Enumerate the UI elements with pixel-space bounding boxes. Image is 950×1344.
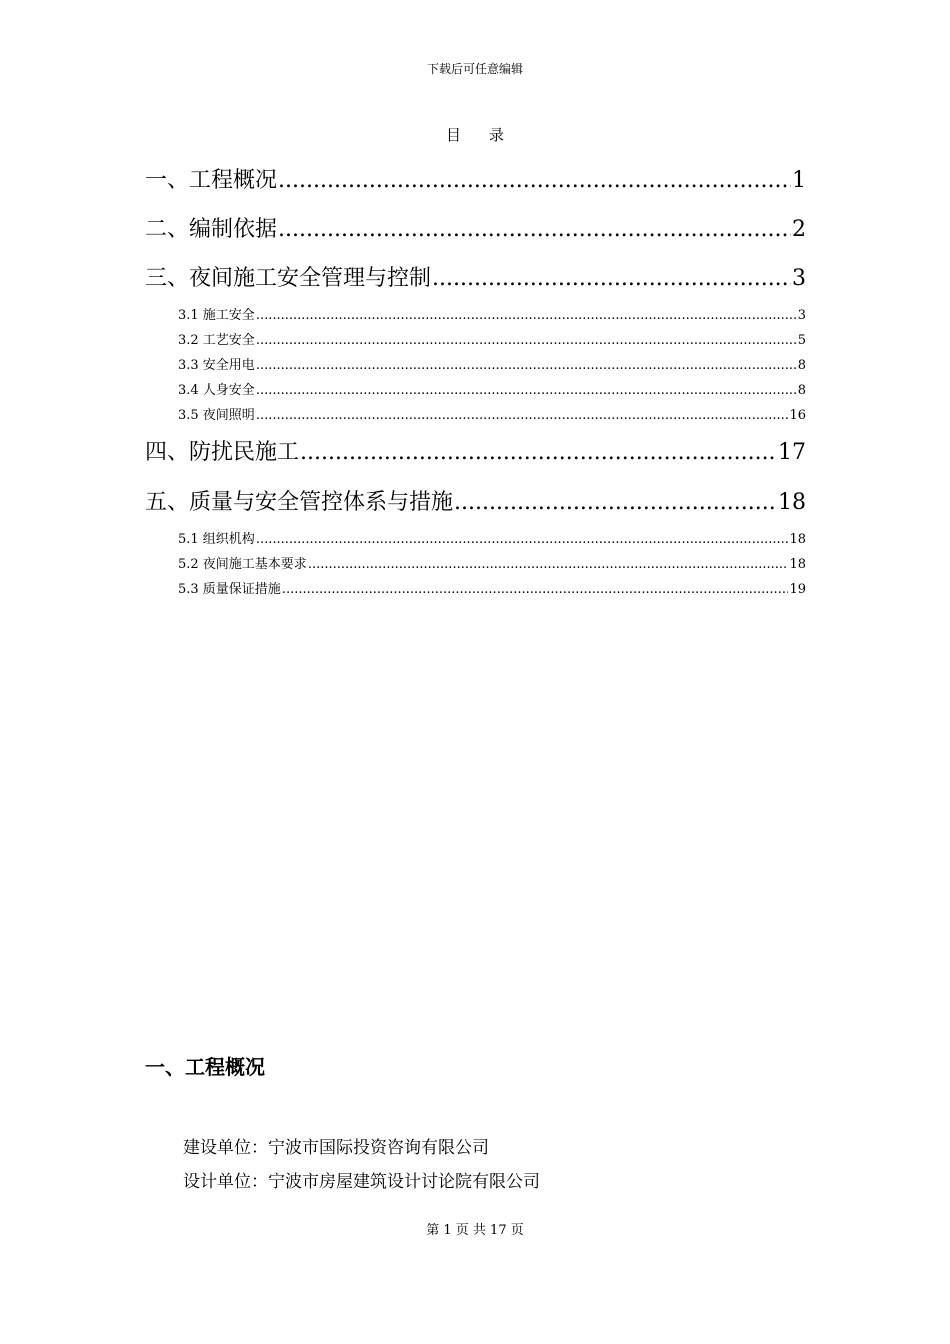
toc-leader-dots [256,531,789,549]
toc-leader-dots [300,438,777,468]
toc-entry-label: 5.2 夜间施工基本要求 [178,557,307,572]
toc-entry-label: 一、工程概况 [145,168,278,193]
toc-entry-label: 5.3 质量保证措施 [178,582,281,597]
toc-leader-dots [256,382,797,400]
toc-subentry[interactable] [178,531,806,549]
toc-entry-page: 19 [789,582,806,597]
toc-entry-page: 1 [792,168,806,193]
toc-entry[interactable] [145,215,806,245]
toc-subentry[interactable] [178,307,806,325]
toc-entry-page: 8 [797,383,806,398]
toc-subentry[interactable] [178,382,806,400]
toc-entry-label: 三、夜间施工安全管理与控制 [145,266,432,291]
toc-title: 目录 [445,126,532,144]
toc-entry-page: 5 [797,333,806,348]
toc-subentry[interactable] [178,332,806,350]
toc-entry-page: 17 [778,440,806,465]
toc-entry[interactable] [145,166,806,196]
toc-entry-label: 二、编制依据 [145,217,278,242]
toc-subentry[interactable] [178,556,806,574]
toc-leader-dots [454,488,777,518]
toc-subentry[interactable] [178,357,806,375]
toc-subentry[interactable] [178,581,806,599]
owner-unit-line: 建设单位：宁波市国际投资咨询有限公司 [183,1138,489,1158]
toc-entry-page: 3 [797,308,806,323]
toc-leader-dots [432,264,791,294]
toc-leader-dots [278,166,791,196]
toc-entry-page: 18 [789,532,806,547]
toc-entry-page: 18 [778,490,806,515]
toc-entry-label: 3.2 工艺安全 [178,333,255,348]
toc-leader-dots [308,556,789,574]
toc-leader-dots [278,215,791,245]
toc-entry-label: 3.3 安全用电 [178,358,255,373]
toc-entry-label: 5.1 组织机构 [178,532,255,547]
toc-entry-page: 3 [792,266,806,291]
page-number-footer: 第 1 页 共 17 页 [426,1223,524,1238]
toc-entry-label: 3.5 夜间照明 [178,408,255,423]
toc-entry-page: 8 [797,358,806,373]
toc-entry-page: 16 [789,408,806,423]
design-unit-line: 设计单位：宁波市房屋建筑设计讨论院有限公司 [183,1172,540,1192]
toc-leader-dots [256,357,797,375]
header-note: 下载后可任意编辑 [426,62,523,76]
toc-entry-page: 18 [789,557,806,572]
toc-entry-label: 3.1 施工安全 [178,308,255,323]
toc-leader-dots [256,307,797,325]
toc-entry[interactable] [145,488,806,518]
toc-entry[interactable] [145,264,806,294]
toc-entry-label: 四、防扰民施工 [145,440,300,465]
section-heading: 一、工程概况 [145,1055,265,1079]
toc-entry[interactable] [145,438,806,468]
toc-leader-dots [282,581,789,599]
toc-entry-page: 2 [792,217,806,242]
toc-entry-label: 五、质量与安全管控体系与措施 [145,490,454,515]
toc-entry-label: 3.4 人身安全 [178,383,255,398]
toc-subentry[interactable] [178,407,806,425]
toc-leader-dots [256,332,797,350]
toc-leader-dots [256,407,789,425]
